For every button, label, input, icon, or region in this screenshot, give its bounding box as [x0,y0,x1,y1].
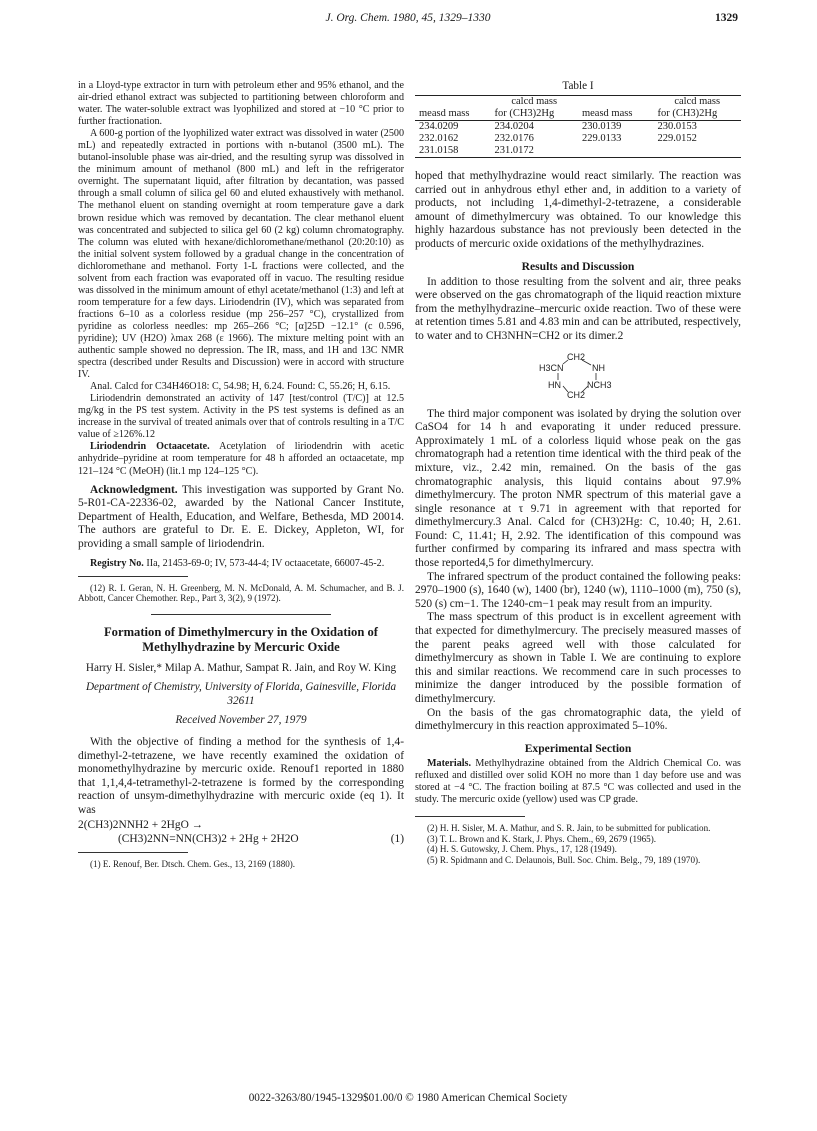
equation-reactants: 2(CH3)2NNH2 + 2HgO → [78,818,204,831]
table-cell: 229.0152 [657,133,697,144]
table-cell: 232.0162 [419,133,459,144]
left-column [78,80,404,869]
copyright-footer: 0022-3263/80/1945-1329$01.00/0 © 1980 American Chemical Society [248,1092,568,1104]
table-header: measd mass [415,108,490,121]
article-affiliation: Department of Chemistry, University of Florida, Gainesville, Florida 32611 [85,681,397,707]
reference-1: (1) E. Renouf, Ber. Dtsch. Chem. Ges., 13, 2169 (1880). [90,858,296,869]
reference-2: (2) H. H. Sisler, M. A. Mathur, and S. R. Jain, to be submitted for publication. [427,822,711,833]
reference-12: (12) R. I. Geran, N. H. Greenberg, M. N. McDonald, A. M. Schumacher, and B. J. Abbott, Cancer Chemother. Rep., Part 3, 3(2), 9 (1972). [78,582,404,604]
equation-number: (1) [390,832,404,845]
table-caption: Table I [562,80,594,92]
equation-1 [78,818,404,846]
right-column [415,80,741,866]
table-row [415,121,741,134]
paragraph-fractionation: A 600-g portion of the lyophilized water extract was dissolved in water (2500 mL) and repeatedly extracted in portions with n-butanol (3500 mL). The butanol-insoluble phase was air-dried, and the resulting syrup was dissolved in the minimum amount of methanol (800 mL) and left in the refrigerator overnight. The supernatant liquid, after filtration by decantation, was passed through a small column of silica gel 60 and eluted exhaustively with methanol. The methanol eluent on standing overnight at room temperature gave a dark brown residue which was removed by decantation. The clear methanol eluent was concentrated and subjected to silica gel 60 (2 kg) column chromatography. The column was eluted with hexane/dichloromethane/methanol (20:20:10) as the initial solvent system followed by a gradual change in the concentration of dichloromethane and methanol. Forty 1-L fractions were collected, and the solvent from each fraction was evaporated off in vacuo. The resulting residue was dissolved in the minimum amount of ethyl acetate/methanol (1:3) and left at room temperature for a few days. Liriodendrin (IV), which was separated from fractions 6–10 as a colorless residue (mp 256–257 °C), crystallized from pyridine as colorless needles: mp 265–266 °C; [α]25D −12.1° (c 0.596, pyridine); UV (H2O) λmax 268 (ε 1966). The mixture melting point with an authentic sample showed no depression. The IR, mass, and 1H and 13C NMR spectra (described under Results and Discussion) were in accord with structure IV. [78,128,404,381]
table-cell: 230.0153 [657,121,697,132]
table-cell: 229.0133 [581,133,622,144]
paragraph-hypothesis: hoped that methylhydrazine would react similarly. The reaction was carried out in anhydrous ethyl ether and, in addition to a variety of products, not including 1,4-dimethyl-2-tetrazene, a considerable amount of dimethylmercury was obtained. To our knowledge this highly hazardous substance has not previously been detected in the products of mercuric oxide oxidations of the methylhydrazines. [415,170,741,250]
struct-nch3: NCH3 [587,379,612,390]
running-header [78,12,738,28]
table-header: for (CH3)2Hg [653,108,741,121]
struct-h3cn: H3CN [539,362,564,373]
table-group-header: calcd mass [653,96,741,109]
paragraph-extraction: in a Lloyd-type extractor in turn with petroleum ether and 95% ethanol, and the air-dried ethanol extract was subjected to partitioning between chloroform and water. The water-soluble extract was lyophilized and stored at −10 °C prior to further fractionation. [78,80,404,128]
table-row [415,145,741,158]
struct-hn: HN [548,379,561,390]
paragraph-octaacetate [78,441,404,477]
dimer-structure [415,350,741,402]
table-cell: 230.0139 [581,121,622,132]
acknowledgment [78,484,404,552]
struct-ch2-top: CH2 [567,351,586,362]
table-header: for (CH3)2Hg [490,108,578,121]
paragraph-activity: Liriodendrin demonstrated an activity of 147 [test/control (T/C)] at 12.5 mg/kg in the PS test system. Activity in the PS test systems is defined as an increase in the survival of treated animals over that of controls resulting in a T/C value of ≥126%.12 [78,393,404,441]
journal-citation: J. Org. Chem. 1980, 45, 1329–1330 [325,12,491,24]
table-row [415,133,741,145]
table-header-row [415,108,741,121]
materials-heading: Materials. [427,757,472,769]
reference-3: (3) T. L. Brown and K. Stark, J. Phys. Chem., 69, 2679 (1965). [427,833,657,844]
paragraph-third-component: The third major component was isolated by drying the solution over CaSO4 for 14 h and evaporating it under reduced pressure. Approximately 1 mL of a colorless liquid whose peak on the gas chromatograph had a retention time identical with the third peak of the mixture, viz., 2.42 min, remained. On the basis of the gas chromatographic analysis, this liquid contains about 97.9% dimethylmercury. The proton NMR spectrum of this material gave a single resonance at τ 9.71 in agreement with that reported for dimethylmercury.3 Anal. Calcd for (CH3)2Hg: C, 10.40; H, 2.61. Found: C, 11.41; H, 2.92. The identification of this compound was further confirmed by comparing its infrared and mass spectra with those reported4,5 for dimethylmercury. [415,407,741,570]
materials-text: Methylhydrazine obtained from the Aldrich Chemical Co. was refluxed and distilled over solid KOH no more than 1 day before use and was stored at −4 °C. The fraction boiling at 87.5 °C was collected and used in the study. The mercuric oxide (yellow) used was CP grade. [415,757,741,805]
table-cell: 234.0204 [494,121,534,132]
equation-products: (CH3)2NN=NN(CH3)2 + 2Hg + 2H2O [118,832,299,845]
table-cell [653,145,741,158]
octaacetate-heading: Liriodendrin Octaacetate. [90,441,210,453]
struct-nh: NH [592,362,605,373]
footnote-rule [415,816,525,817]
footnote-rule [78,852,188,853]
paragraph-gc-peaks: In addition to those resulting from the solvent and air, three peaks were observed on the gas chromatograph of the liquid reaction mixture from the methylhydrazine–mercuric oxide reaction. Two of these were at retention times 5.81 and 4.83 min and can be attributed, respectively, to water and to CH3NHN=CH2 or its dimer.2 [415,275,741,342]
registry-text: IIa, 21453-69-0; IV, 573-44-4; IV octaacetate, 66007-45-2. [143,557,385,569]
paragraph-intro: With the objective of finding a method for the synthesis of 1,4-dimethyl-2-tetrazene, we have recently examined the oxidation of monomethylhydrazine by mercuric oxide. Renouf1 reported in 1880 that 1,1,4,4-tetramethyl-2-tetrazene is formed by the corresponding reaction of unsym-dimethylhydrazine with mercuric oxide (eq 1). It was [78,735,404,816]
table-group-header-row [415,96,741,109]
reference-5: (5) R. Spidmann and C. Delaunois, Bull. Soc. Chim. Belg., 79, 189 (1970). [427,855,701,866]
reference-4: (4) H. S. Gutowsky, J. Chem. Phys., 17, 128 (1949). [427,844,617,855]
paragraph-mass-spectrum: The mass spectrum of this product is in excellent agreement with that expected for dimethylmercury. The precisely measured masses of the parent peaks agreed well with those calculated for dimethylmercury as shown in Table I. We are continuing to explore this and similar reactions. We recommend care in such processes to minimize the danger introduced by the possible formation of dimethylmercury. [415,611,741,705]
acknowledgment-text: This investigation was supported by Grant No. 5-R01-CA-22336-02, awarded by the National Cancer Institute, Department of Health, Education, and Welfare, Bethesda, MD 20014. The authors are grateful to Dr. E. E. Dickey, Appleton, WI, for providing a small sample of liriodendrin. [78,483,404,550]
section-experimental-heading: Experimental Section [524,741,632,755]
paragraph-analysis: Anal. Calcd for C34H46O18: C, 54.98; H, 6.24. Found: C, 55.26; H, 6.15. [90,381,391,393]
article-authors: Harry H. Sisler,* Milap A. Mathur, Sampat R. Jain, and Roy W. King [85,661,397,674]
section-results-heading: Results and Discussion [521,259,635,273]
table-cell: 234.0209 [419,121,459,132]
table-header: measd mass [578,108,653,121]
table-group-header: calcd mass [490,96,578,109]
table-cell [578,145,653,158]
table-cell: 231.0158 [415,145,490,158]
table-cell: 232.0176 [494,133,534,144]
octaacetate-text: Acetylation of liriodendrin with acetic anhydride–pyridine at room temperature for 48 h afforded an octaacetate, mp 121–124 °C (MeOH) (lit.1 mp 124–125 °C). [78,441,404,477]
paragraph-infrared: The infrared spectrum of the product contained the following peaks: 2970–1900 (s), 1640 (w), 1400 (br), 1240 (w), 1110–1000 (m), 750 (s), 520 (s) cm−1. The 1240-cm−1 peak may result from an impurity. [415,570,741,610]
article-separator [151,614,331,615]
acknowledgment-heading: Acknowledgment. [90,483,178,496]
registry-numbers [78,558,404,570]
table-i [415,95,741,158]
registry-heading: Registry No. [90,557,144,569]
paragraph-yield: On the basis of the gas chromatographic data, the yield of dimethylmercury in this reaction approximated 5–10%. [415,706,741,733]
struct-ch2-bottom: CH2 [567,389,586,400]
paragraph-materials [415,758,741,806]
received-date: Received November 27, 1979 [175,714,307,727]
footnote-rule [78,576,188,577]
page-number: 1329 [715,12,738,24]
table-cell: 231.0172 [490,145,578,158]
article-title: Formation of Dimethylmercury in the Oxidation of Methylhydrazine by Mercuric Oxide [103,624,378,654]
